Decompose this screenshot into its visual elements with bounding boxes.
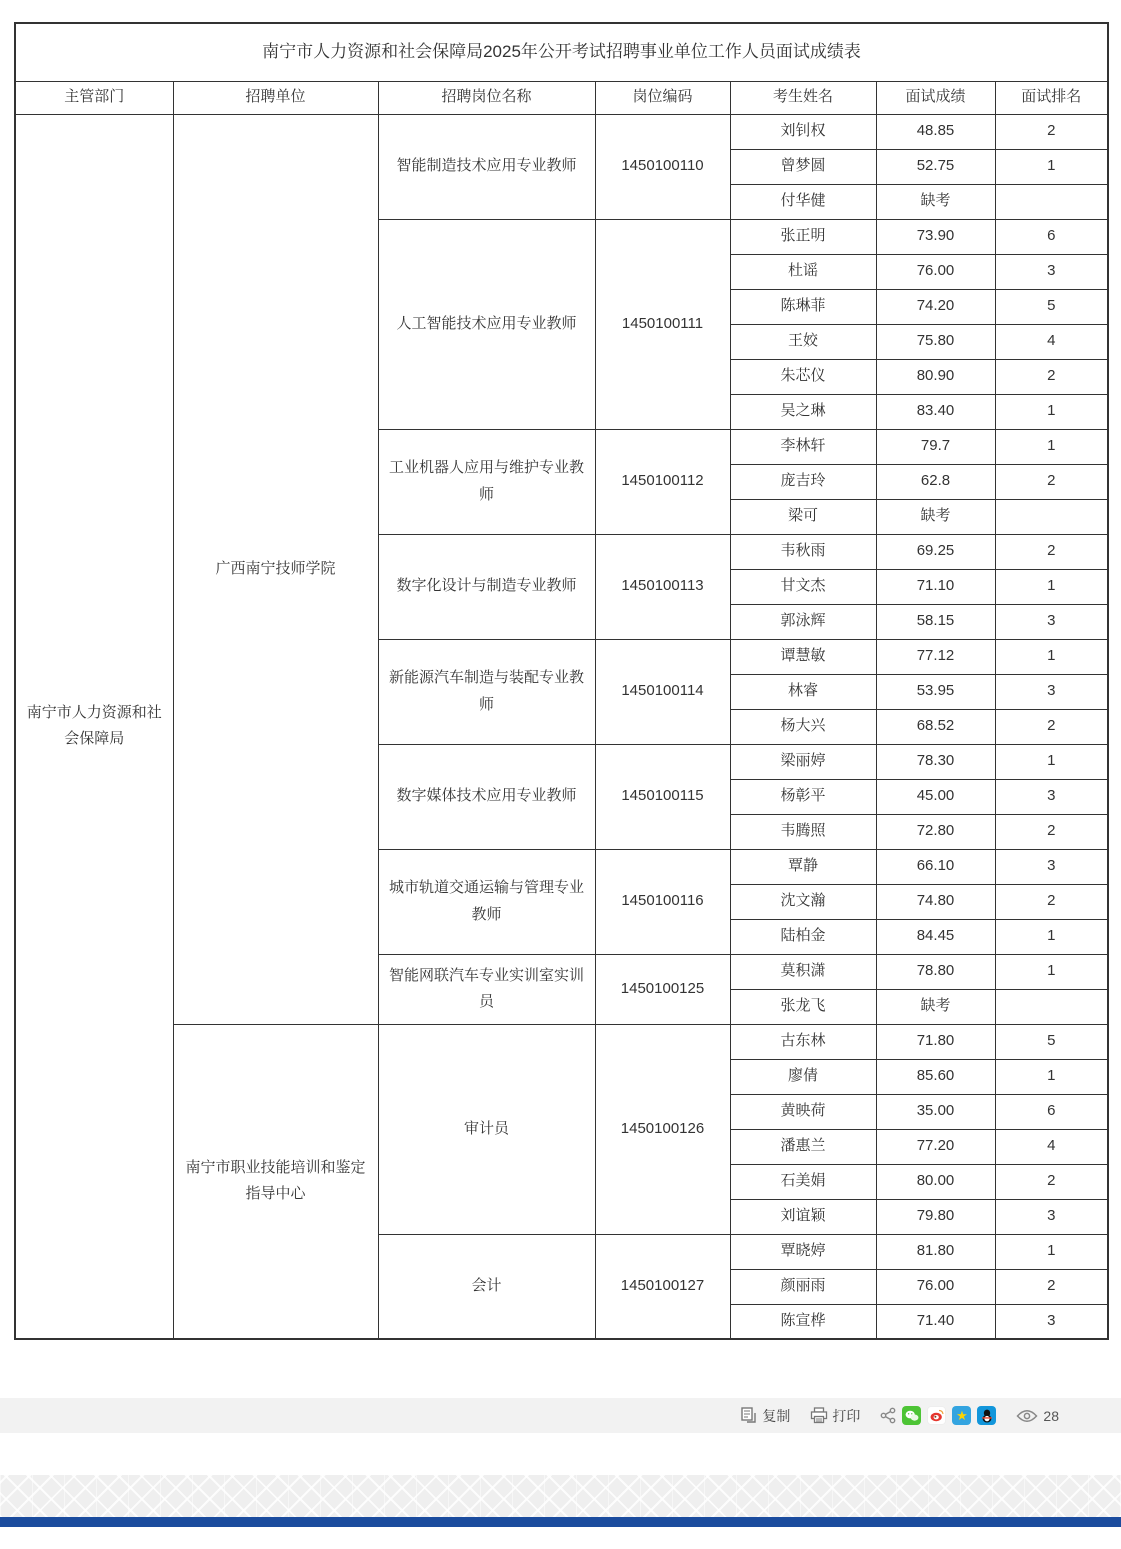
- rank-cell: 2: [995, 464, 1108, 499]
- candidate-name-cell: 杜谣: [730, 254, 876, 289]
- column-header: 招聘单位: [173, 81, 378, 114]
- column-header: 主管部门: [15, 81, 173, 114]
- score-cell: 77.20: [876, 1129, 995, 1164]
- position-code-cell: 1450100116: [595, 849, 730, 954]
- print-icon: [810, 1407, 828, 1424]
- candidate-name-cell: 覃晓婷: [730, 1234, 876, 1269]
- rank-cell: 2: [995, 1269, 1108, 1304]
- candidate-name-cell: 杨彰平: [730, 779, 876, 814]
- position-title-cell: 智能网联汽车专业实训室实训员: [378, 954, 595, 1024]
- score-table-body: [15, 114, 1108, 1339]
- score-cell: 80.90: [876, 359, 995, 394]
- footer-ethnic-pattern: [0, 1475, 1121, 1517]
- interview-score-table: [14, 22, 1109, 1340]
- score-cell: 缺考: [876, 499, 995, 534]
- candidate-name-cell: 覃静: [730, 849, 876, 884]
- score-cell: 48.85: [876, 114, 995, 149]
- score-cell: 53.95: [876, 674, 995, 709]
- candidate-name-cell: 陈宣桦: [730, 1304, 876, 1339]
- score-cell: 52.75: [876, 149, 995, 184]
- position-code-cell: 1450100125: [595, 954, 730, 1024]
- score-cell: 78.80: [876, 954, 995, 989]
- score-cell: 77.12: [876, 639, 995, 674]
- rank-cell: 6: [995, 1094, 1108, 1129]
- rank-cell: 2: [995, 114, 1108, 149]
- print-button[interactable]: [810, 1406, 860, 1426]
- table-row: [15, 114, 1108, 149]
- table-header-row: [15, 81, 1108, 114]
- candidate-name-cell: 韦腾照: [730, 814, 876, 849]
- column-header: 面试排名: [995, 81, 1108, 114]
- candidate-name-cell: 廖倩: [730, 1059, 876, 1094]
- rank-cell: [995, 499, 1108, 534]
- score-cell: 85.60: [876, 1059, 995, 1094]
- score-cell: 79.80: [876, 1199, 995, 1234]
- score-cell: 80.00: [876, 1164, 995, 1199]
- position-title-cell: 城市轨道交通运输与管理专业教师: [378, 849, 595, 954]
- candidate-name-cell: 石美娟: [730, 1164, 876, 1199]
- table-title: 南宁市人力资源和社会保障局2025年公开考试招聘事业单位工作人员面试成绩表: [15, 23, 1108, 81]
- table-row: [15, 1024, 1108, 1059]
- qq-icon[interactable]: [977, 1406, 996, 1425]
- rank-cell: 1: [995, 149, 1108, 184]
- rank-cell: 1: [995, 919, 1108, 954]
- score-cell: 75.80: [876, 324, 995, 359]
- rank-cell: 2: [995, 359, 1108, 394]
- candidate-name-cell: 杨大兴: [730, 709, 876, 744]
- candidate-name-cell: 陆柏金: [730, 919, 876, 954]
- candidate-name-cell: 庞吉玲: [730, 464, 876, 499]
- rank-cell: 2: [995, 814, 1108, 849]
- rank-cell: 4: [995, 1129, 1108, 1164]
- rank-cell: 2: [995, 884, 1108, 919]
- position-code-cell: 1450100127: [595, 1234, 730, 1339]
- candidate-name-cell: 刘谊颖: [730, 1199, 876, 1234]
- position-title-cell: 人工智能技术应用专业教师: [378, 219, 595, 429]
- rank-cell: 6: [995, 219, 1108, 254]
- candidate-name-cell: 陈琳菲: [730, 289, 876, 324]
- candidate-name-cell: 曾梦圆: [730, 149, 876, 184]
- position-title-cell: 数字媒体技术应用专业教师: [378, 744, 595, 849]
- score-cell: 81.80: [876, 1234, 995, 1269]
- score-cell: 71.40: [876, 1304, 995, 1339]
- share-button[interactable]: [880, 1407, 896, 1424]
- score-cell: 缺考: [876, 989, 995, 1024]
- rank-cell: 3: [995, 674, 1108, 709]
- candidate-name-cell: 古东林: [730, 1024, 876, 1059]
- rank-cell: 1: [995, 394, 1108, 429]
- candidate-name-cell: 张正明: [730, 219, 876, 254]
- department-cell: 南宁市人力资源和社会保障局: [15, 114, 173, 1339]
- candidate-name-cell: 梁可: [730, 499, 876, 534]
- rank-cell: 1: [995, 639, 1108, 674]
- eye-icon: [1016, 1409, 1038, 1423]
- rank-cell: 2: [995, 709, 1108, 744]
- score-cell: 71.80: [876, 1024, 995, 1059]
- rank-cell: 5: [995, 1024, 1108, 1059]
- column-header: 考生姓名: [730, 81, 876, 114]
- candidate-name-cell: 张龙飞: [730, 989, 876, 1024]
- weibo-icon[interactable]: [927, 1406, 946, 1425]
- position-title-cell: 数字化设计与制造专业教师: [378, 534, 595, 639]
- score-cell: 71.10: [876, 569, 995, 604]
- candidate-name-cell: 林睿: [730, 674, 876, 709]
- copy-label: 复制: [762, 1407, 791, 1424]
- score-cell: 62.8: [876, 464, 995, 499]
- rank-cell: 1: [995, 1234, 1108, 1269]
- column-header: 岗位编码: [595, 81, 730, 114]
- score-cell: 66.10: [876, 849, 995, 884]
- candidate-name-cell: 朱芯仪: [730, 359, 876, 394]
- rank-cell: 2: [995, 1164, 1108, 1199]
- rank-cell: 4: [995, 324, 1108, 359]
- score-cell: 73.90: [876, 219, 995, 254]
- candidate-name-cell: 谭慧敏: [730, 639, 876, 674]
- candidate-name-cell: 莫积潇: [730, 954, 876, 989]
- score-cell: 35.00: [876, 1094, 995, 1129]
- rank-cell: 1: [995, 744, 1108, 779]
- copy-icon: [741, 1407, 758, 1424]
- score-cell: 76.00: [876, 254, 995, 289]
- score-cell: 缺考: [876, 184, 995, 219]
- candidate-name-cell: 吴之琳: [730, 394, 876, 429]
- rank-cell: 5: [995, 289, 1108, 324]
- share-icon: [880, 1407, 896, 1424]
- footer-blue-bar: [0, 1517, 1121, 1527]
- rank-cell: 3: [995, 604, 1108, 639]
- unit-cell: 广西南宁技师学院: [173, 114, 378, 1024]
- position-code-cell: 1450100110: [595, 114, 730, 219]
- score-cell: 78.30: [876, 744, 995, 779]
- candidate-name-cell: 潘惠兰: [730, 1129, 876, 1164]
- rank-cell: 3: [995, 1304, 1108, 1339]
- rank-cell: 3: [995, 1199, 1108, 1234]
- rank-cell: 2: [995, 534, 1108, 569]
- candidate-name-cell: 颜丽雨: [730, 1269, 876, 1304]
- position-code-cell: 1450100114: [595, 639, 730, 744]
- score-cell: 72.80: [876, 814, 995, 849]
- rank-cell: 3: [995, 779, 1108, 814]
- candidate-name-cell: 甘文杰: [730, 569, 876, 604]
- score-cell: 69.25: [876, 534, 995, 569]
- rank-cell: 1: [995, 429, 1108, 464]
- column-header: 招聘岗位名称: [378, 81, 595, 114]
- rank-cell: 1: [995, 1059, 1108, 1094]
- score-cell: 83.40: [876, 394, 995, 429]
- candidate-name-cell: 王姣: [730, 324, 876, 359]
- position-code-cell: 1450100112: [595, 429, 730, 534]
- score-cell: 68.52: [876, 709, 995, 744]
- view-counter: [1016, 1408, 1059, 1424]
- rank-cell: [995, 184, 1108, 219]
- candidate-name-cell: 沈文瀚: [730, 884, 876, 919]
- position-title-cell: 智能制造技术应用专业教师: [378, 114, 595, 219]
- position-title-cell: 会计: [378, 1234, 595, 1339]
- copy-button[interactable]: [741, 1406, 790, 1426]
- score-cell: 74.80: [876, 884, 995, 919]
- score-cell: 74.20: [876, 289, 995, 324]
- score-table-container: [14, 22, 1107, 1340]
- column-header: 面试成绩: [876, 81, 995, 114]
- position-code-cell: 1450100113: [595, 534, 730, 639]
- rank-cell: 1: [995, 569, 1108, 604]
- wechat-icon[interactable]: [902, 1406, 921, 1425]
- score-cell: 76.00: [876, 1269, 995, 1304]
- rank-cell: 3: [995, 849, 1108, 884]
- qzone-icon[interactable]: ★: [952, 1406, 971, 1425]
- candidate-name-cell: 郭泳辉: [730, 604, 876, 639]
- rank-cell: 1: [995, 954, 1108, 989]
- rank-cell: [995, 989, 1108, 1024]
- score-cell: 84.45: [876, 919, 995, 954]
- rank-cell: 3: [995, 254, 1108, 289]
- candidate-name-cell: 梁丽婷: [730, 744, 876, 779]
- table-title-row: [15, 23, 1108, 81]
- position-title-cell: 工业机器人应用与维护专业教师: [378, 429, 595, 534]
- unit-cell: 南宁市职业技能培训和鉴定指导中心: [173, 1024, 378, 1339]
- candidate-name-cell: 李林轩: [730, 429, 876, 464]
- score-cell: 58.15: [876, 604, 995, 639]
- candidate-name-cell: 韦秋雨: [730, 534, 876, 569]
- print-label: 打印: [832, 1407, 861, 1424]
- candidate-name-cell: 刘钊权: [730, 114, 876, 149]
- page-toolbar: [0, 1398, 1121, 1433]
- score-cell: 79.7: [876, 429, 995, 464]
- position-title-cell: 审计员: [378, 1024, 595, 1234]
- position-code-cell: 1450100126: [595, 1024, 730, 1234]
- candidate-name-cell: 付华健: [730, 184, 876, 219]
- position-code-cell: 1450100115: [595, 744, 730, 849]
- score-cell: 45.00: [876, 779, 995, 814]
- position-code-cell: 1450100111: [595, 219, 730, 429]
- position-title-cell: 新能源汽车制造与装配专业教师: [378, 639, 595, 744]
- candidate-name-cell: 黄映荷: [730, 1094, 876, 1129]
- view-count: 28: [1043, 1407, 1059, 1424]
